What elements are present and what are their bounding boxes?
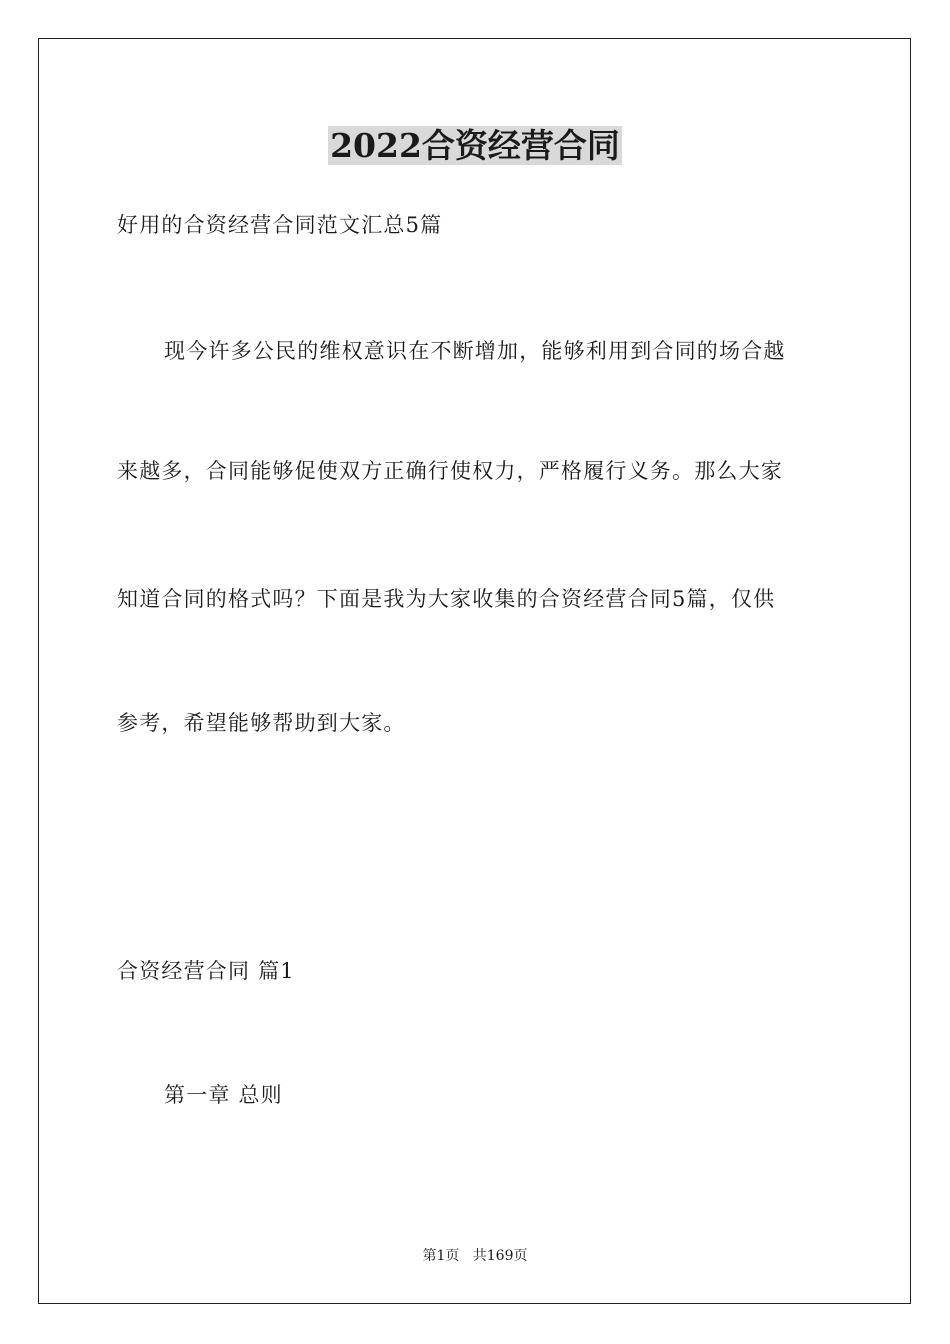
- document-subtitle: 好用的合资经营合同范文汇总5篇: [117, 213, 443, 237]
- document-title-text: 2022合资经营合同: [330, 126, 620, 165]
- intro-line-2: 来越多，合同能够促使双方正确行使权力，严格履行义务。那么大家: [117, 459, 783, 483]
- page-footer: 第1页 共169页: [422, 1248, 528, 1264]
- chapter-heading: 第一章 总则: [164, 1083, 283, 1107]
- document-title: [0, 124, 950, 168]
- intro-line-3: 知道合同的格式吗？下面是我为大家收集的合资经营合同5篇，仅供: [117, 587, 776, 611]
- section-heading: 合资经营合同 篇1: [117, 959, 295, 983]
- intro-line-1: 现今许多公民的维权意识在不断增加，能够利用到合同的场合越: [164, 339, 786, 363]
- intro-line-4: 参考，希望能够帮助到大家。: [117, 711, 406, 735]
